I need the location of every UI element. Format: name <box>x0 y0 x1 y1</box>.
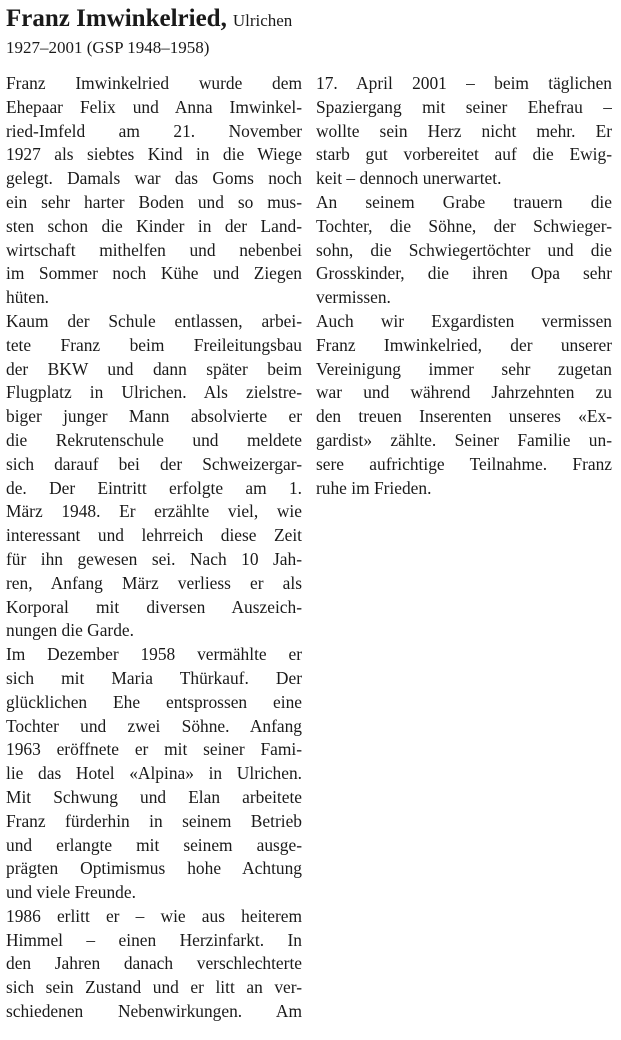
text-line: de. Der Eintritt erfolgte am 1. <box>6 477 302 498</box>
text-line: ried-Imfeld am 21. November <box>6 120 302 141</box>
text-line: gelegt. Damals war das Goms noch <box>6 168 302 189</box>
person-name: Franz Imwinkelried, <box>6 5 227 32</box>
text-line: Grosskinder, die ihren Opa sehr <box>316 263 612 284</box>
text-line: die Rekrutenschule und meldete <box>6 429 302 450</box>
text-line: der BKW und dann später beim <box>6 358 302 379</box>
text-line: Vereinigung immer sehr zugetan <box>316 358 612 379</box>
person-dates: 1927–2001 (GSP 1948–1958) <box>6 38 210 57</box>
text-line: starb gut vorbereitet auf die Ewig- <box>316 144 612 165</box>
text-line: sere aufrichtige Teilnahme. Franz <box>316 453 612 474</box>
text-line: ren, Anfang März verliess er als <box>6 572 302 593</box>
right-text-column <box>316 72 612 500</box>
text-line: Mit Schwung und Elan arbeitete <box>6 786 302 807</box>
left-text-column <box>6 72 302 1024</box>
text-line: Tochter und zwei Söhne. Anfang <box>6 715 302 736</box>
text-line: sohn, die Schwiegertöchter und die <box>316 239 612 260</box>
text-line: vermissen. <box>316 287 391 308</box>
text-line: ein sehr harter Boden und so mus- <box>6 191 302 212</box>
text-line: Franz Imwinkelried, der unserer <box>316 334 612 355</box>
text-line: Im Dezember 1958 vermählte er <box>6 644 302 665</box>
text-line: März 1948. Er erzählte viel, wie <box>6 501 302 522</box>
text-line: sich sein Zustand und er litt an ver- <box>6 977 302 998</box>
text-line: Tochter, die Söhne, der Schwieger- <box>316 215 612 236</box>
text-line: gardist» zählte. Seiner Familie un- <box>316 429 612 450</box>
text-line: Franz fürderhin in seinem Betrieb <box>6 810 302 831</box>
text-line: Flugplatz in Ulrichen. Als zielstre- <box>6 382 302 403</box>
text-line: für ihn gewesen sei. Nach 10 Jah- <box>6 548 302 569</box>
text-line: den Jahren danach verschlechterte <box>6 953 302 974</box>
text-line: Franz Imwinkelried wurde dem <box>6 73 302 93</box>
text-line: schiedenen Nebenwirkungen. Am <box>6 1001 302 1022</box>
text-line: 1963 eröffnete er mit seiner Fami- <box>6 739 302 760</box>
text-line: An seinem Grabe trauern die <box>316 191 612 212</box>
text-line: Spaziergang mit seiner Ehefrau – <box>316 96 612 117</box>
text-line: 1927 als siebtes Kind in die Wiege <box>6 144 302 165</box>
text-line: hüten. <box>6 287 49 308</box>
article-header <box>6 4 606 60</box>
text-line: ruhe im Frieden. <box>316 477 432 498</box>
text-line: sich mit Maria Thürkauf. Der <box>6 667 302 688</box>
text-line: sich darauf bei der Schweizergar- <box>6 453 302 474</box>
header-title-line <box>6 4 606 36</box>
text-line: glücklichen Ehe entsprossen eine <box>6 691 302 712</box>
text-line: und viele Freunde. <box>6 882 136 903</box>
text-line: 1986 erlitt er – wie aus heiterem <box>6 905 302 926</box>
text-line: Kaum der Schule entlassen, arbei- <box>6 310 302 331</box>
text-line: Korporal mit diversen Auszeich- <box>6 596 302 617</box>
text-line: nungen die Garde. <box>6 620 134 641</box>
text-line: wirtschaft mithelfen und nebenbei <box>6 239 302 260</box>
text-line: prägten Optimismus hohe Achtung <box>6 858 302 879</box>
text-line: sten schon die Kinder in der Land- <box>6 215 302 236</box>
text-line: keit – dennoch unerwartet. <box>316 168 502 189</box>
text-line: im Sommer noch Kühe und Ziegen <box>6 263 302 284</box>
text-line: den treuen Inserenten unseres «Ex- <box>316 406 612 427</box>
text-line: interessant und lehrreich diese Zeit <box>6 525 302 546</box>
text-line: biger junger Mann absolvierte er <box>6 406 302 427</box>
text-line: lie das Hotel «Alpina» in Ulrichen. <box>6 763 302 784</box>
text-line: wollte sein Herz nicht mehr. Er <box>316 120 612 141</box>
text-line: 17. April 2001 – beim täglichen <box>316 73 612 93</box>
text-line: und erlangte mit seinem ausge- <box>6 834 302 855</box>
text-line: Auch wir Exgardisten vermissen <box>316 310 612 331</box>
person-place: Ulrichen <box>232 11 293 30</box>
text-line: war und während Jahrzehnten zu <box>316 382 612 403</box>
text-line: tete Franz beim Freileitungsbau <box>6 334 302 355</box>
text-line: Ehepaar Felix und Anna Imwinkel- <box>6 96 302 117</box>
text-line: Himmel – einen Herzinfarkt. In <box>6 929 302 950</box>
